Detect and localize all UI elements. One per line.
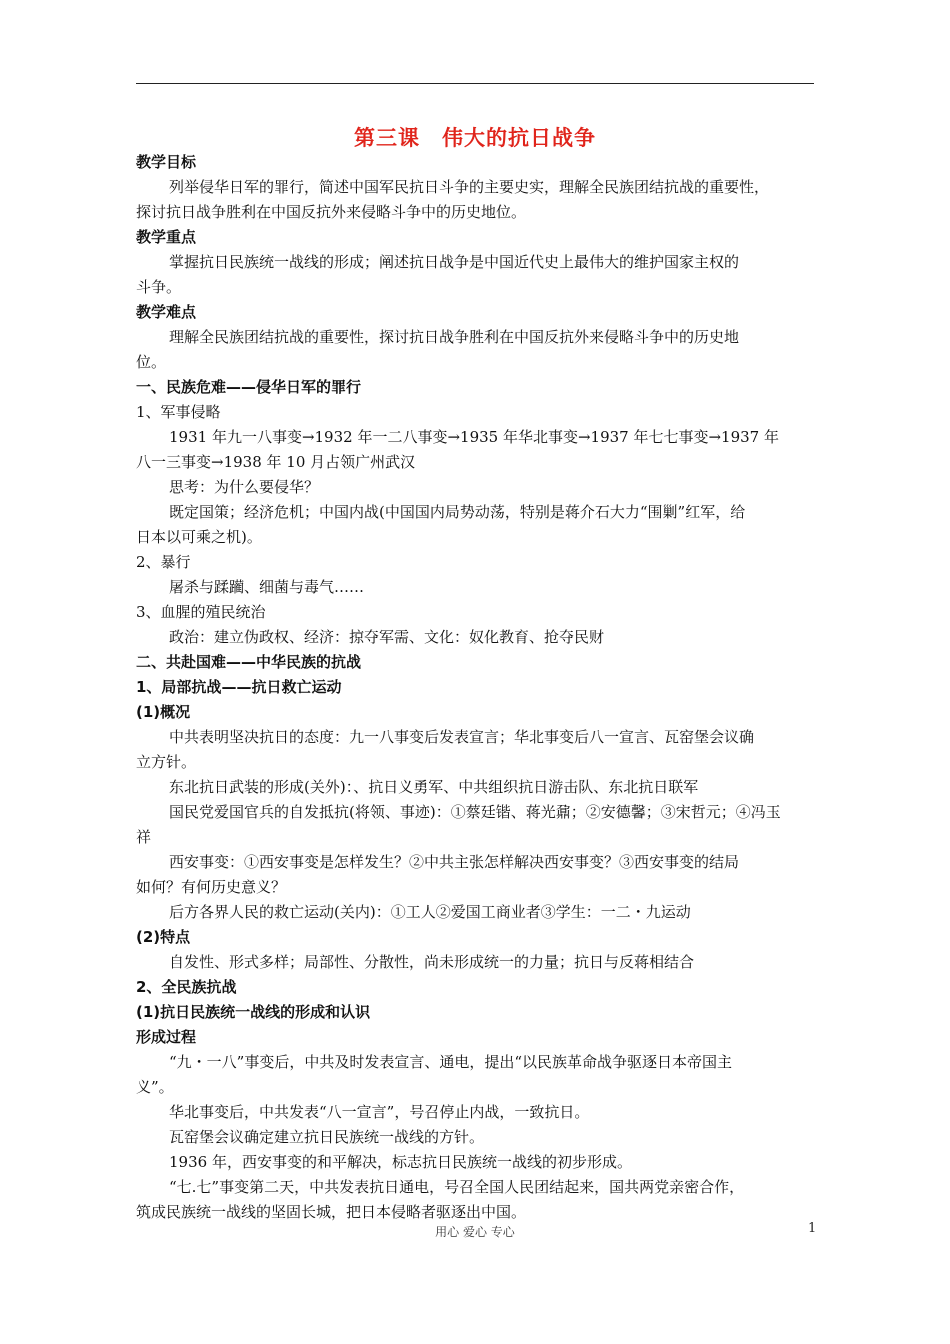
subheading: 3、血腥的殖民统治: [136, 603, 266, 621]
section-heading-2: 二、共赴国难——中华民族的抗战: [136, 653, 362, 671]
header-rule: [136, 83, 814, 84]
subheading: (1)概况: [136, 703, 191, 721]
subheading: 2、全民族抗战: [136, 978, 237, 996]
text-line: “七.七”事变第二天，中共发表抗日通电，号召全国人民团结起来，国共两党亲密合作，: [169, 1178, 745, 1196]
text-line: 国民党爱国官兵的自发抵抗(将领、事迹)：①蔡廷锴、蒋光鼐；②安德馨；③宋哲元；④冯玉: [169, 803, 781, 821]
page-footer: 用心 爱心 专心: [435, 1225, 515, 1239]
text-line: 理解全民族团结抗战的重要性，探讨抗日战争胜利在中国反抗外来侵略斗争中的历史地: [169, 328, 740, 346]
text-line: 列举侵华日军的罪行，简述中国军民抗日斗争的主要史实，理解全民族团结抗战的重要性，: [169, 178, 770, 196]
text-line: 政治：建立伪政权、经济：掠夺军需、文化：奴化教育、抢夺民财: [169, 628, 605, 646]
text-line: 八一三事变→1938 年 10 月占领广州武汉: [136, 453, 416, 471]
text-line: 瓦窑堡会议确定建立抗日民族统一战线的方针。: [169, 1128, 485, 1146]
text-line: 屠杀与蹂躏、细菌与毒气……: [169, 578, 365, 596]
text-line: 思考：为什么要侵华？: [169, 478, 320, 496]
text-line: 1936 年，西安事变的和平解决，标志抗日民族统一战线的初步形成。: [169, 1153, 632, 1171]
text-line: 义”。: [136, 1078, 174, 1096]
subheading: (1)抗日民族统一战线的形成和认识: [136, 1003, 371, 1021]
text-line: 东北抗日武装的形成(关外)：、抗日义勇军、中共组织抗日游击队、东北抗日联军: [169, 778, 699, 796]
text-line: 如何？有何历史意义？: [136, 878, 287, 896]
page-title: 第三课 伟大的抗日战争: [354, 126, 596, 150]
text-line: 探讨抗日战争胜利在中国反抗外来侵略斗争中的历史地位。: [136, 203, 527, 221]
heading-teaching-goals: 教学目标: [136, 153, 197, 171]
text-line: 日本以可乘之机)。: [136, 528, 262, 546]
text-line: 掌握抗日民族统一战线的形成；阐述抗日战争是中国近代史上最伟大的维护国家主权的: [169, 253, 740, 271]
text-line: 自发性、形式多样；局部性、分散性，尚未形成统一的力量；抗日与反蒋相结合: [169, 953, 695, 971]
text-line: 筑成民族统一战线的坚固长城，把日本侵略者驱逐出中国。: [136, 1203, 527, 1221]
subheading: 1、局部抗战——抗日救亡运动: [136, 678, 342, 696]
text-line: 华北事变后，中共发表“八一宣言”，号召停止内战，一致抗日。: [169, 1103, 590, 1121]
page-number: 1: [808, 1221, 817, 1236]
subheading: 2、暴行: [136, 553, 191, 571]
text-line: 祥: [136, 828, 152, 846]
text-line: 斗争。: [136, 278, 182, 296]
heading-key-points: 教学重点: [136, 228, 197, 246]
subheading: 形成过程: [136, 1028, 197, 1046]
subheading: 1、军事侵略: [136, 403, 221, 421]
text-line: 既定国策；经济危机；中国内战(中国国内局势动荡，特别是蒋介石大力“围剿”红军，给: [169, 503, 746, 521]
text-line: 西安事变：①西安事变是怎样发生？②中共主张怎样解决西安事变？③西安事变的结局: [169, 853, 740, 871]
text-line: 1931 年九一八事变→1932 年一二八事变→1935 年华北事变→1937 年七七事变→1937 年: [169, 428, 779, 446]
text-line: 位。: [136, 353, 167, 371]
heading-difficult-points: 教学难点: [136, 303, 197, 321]
subheading: (2)特点: [136, 928, 191, 946]
section-heading-1: 一、民族危难——侵华日军的罪行: [136, 378, 362, 396]
text-line: “九・一八”事变后，中共及时发表宣言、通电，提出“以民族革命战争驱逐日本帝国主: [169, 1053, 733, 1071]
text-line: 后方各界人民的救亡运动(关内)：①工人②爱国工商业者③学生：一二・九运动: [169, 903, 691, 921]
text-line: 中共表明坚决抗日的态度：九一八事变后发表宣言；华北事变后八一宣言、瓦窑堡会议确: [169, 728, 755, 746]
text-line: 立方针。: [136, 753, 197, 771]
